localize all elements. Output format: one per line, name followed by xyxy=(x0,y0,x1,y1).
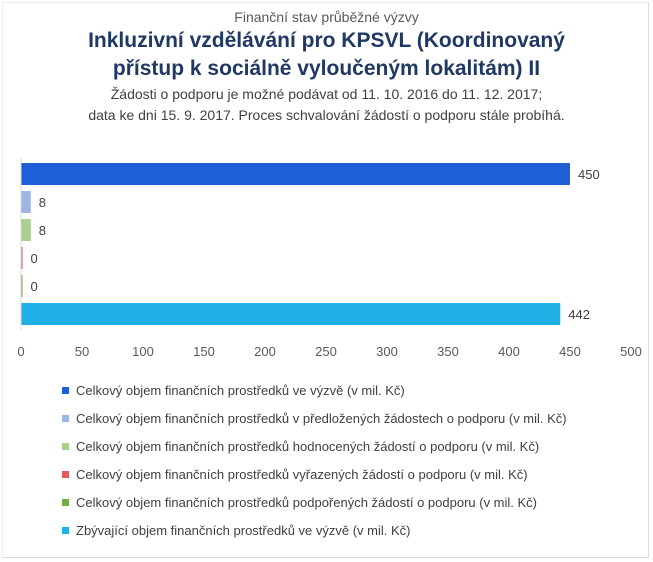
legend-swatch xyxy=(62,443,69,450)
legend-item xyxy=(62,432,647,460)
legend-item xyxy=(62,376,647,404)
legend-swatch xyxy=(62,499,69,506)
bar-0 xyxy=(21,163,570,185)
legend-label: Celkový objem finančních prostředků v předložených žádostech o podporu (v mil. Kč) xyxy=(76,410,567,426)
x-tick-label: 50 xyxy=(74,344,90,359)
chart-title-line-1: Inkluzivní vzdělávání pro KPSVL (Koordinovaný xyxy=(88,29,565,52)
legend-label: Celkový objem finančních prostředků vyřazených žádostí o podporu (v mil. Kč) xyxy=(76,466,528,482)
data-label-5: 442 xyxy=(568,307,590,322)
x-tick-label: 150 xyxy=(193,344,215,359)
chart-subtitle-line-1: Žádosti o podporu je možné podávat od 11. 10. 2016 do 11. 12. 2017; xyxy=(110,86,543,102)
x-tick-label: 500 xyxy=(620,344,642,359)
legend-swatch xyxy=(62,415,69,422)
legend-item xyxy=(62,460,647,488)
legend-label: Zbývající objem finančních prostředků ve výzvě (v mil. Kč) xyxy=(76,522,411,538)
x-tick-label: 350 xyxy=(437,344,459,359)
data-label-3: 0 xyxy=(30,251,38,266)
legend-item xyxy=(62,516,647,544)
legend-item xyxy=(62,488,647,516)
x-tick-label: 300 xyxy=(376,344,398,359)
x-tick-label: 200 xyxy=(254,344,276,359)
legend-swatch xyxy=(62,471,69,478)
bar-1 xyxy=(21,191,31,213)
x-tick-label: 0 xyxy=(17,344,25,359)
legend-swatch xyxy=(62,387,69,394)
data-label-4: 0 xyxy=(30,279,38,294)
data-label-0: 450 xyxy=(578,167,600,182)
x-tick-label: 400 xyxy=(498,344,520,359)
legend-item xyxy=(62,404,647,432)
bar-2 xyxy=(21,219,31,241)
data-label-1: 8 xyxy=(38,195,46,210)
chart-legend xyxy=(62,376,647,544)
data-label-2: 8 xyxy=(38,223,46,238)
legend-swatch xyxy=(62,527,69,534)
chart-supertitle: Finanční stav průběžné výzvy xyxy=(234,9,419,25)
legend-label: Celkový objem finančních prostředků ve výzvě (v mil. Kč) xyxy=(76,382,405,398)
chart-subtitle-line-2: data ke dni 15. 9. 2017. Proces schvalování žádostí o podporu stále probíhá. xyxy=(88,107,565,123)
bar-chart xyxy=(0,150,653,365)
legend-label: Celkový objem finančních prostředků podpořených žádostí o podporu (v mil. Kč) xyxy=(76,494,538,510)
bar-5 xyxy=(21,303,560,325)
legend-label: Celkový objem finančních prostředků hodnocených žádostí o podporu (v mil. Kč) xyxy=(76,438,540,454)
x-tick-label: 250 xyxy=(315,344,337,359)
x-tick-label: 450 xyxy=(559,344,581,359)
x-tick-label: 100 xyxy=(132,344,154,359)
chart-title-line-2: přístup k sociálně vyloučeným lokalitám) II xyxy=(112,57,541,80)
